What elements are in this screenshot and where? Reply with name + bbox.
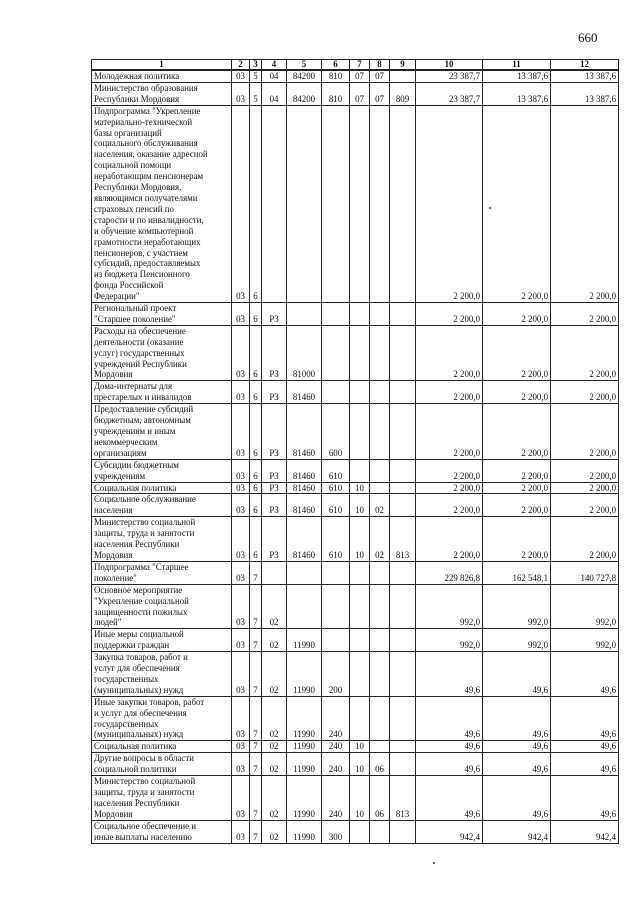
code-cell-4: Р3 xyxy=(262,325,287,381)
code-cell-5: 11990 xyxy=(287,753,322,776)
code-cell-2: 03 xyxy=(232,741,250,753)
code-cell-3: 7 xyxy=(250,629,262,652)
code-cell-11: 49,6 xyxy=(483,696,551,741)
code-cell-4: 02 xyxy=(262,584,287,629)
code-cell-11: 2 200,0 xyxy=(483,303,551,326)
code-cell-8 xyxy=(370,325,390,381)
code-cell-8 xyxy=(370,652,390,697)
table-row xyxy=(92,325,619,381)
code-cell-8: 02 xyxy=(370,494,390,517)
code-cell-11: 2 200,0 xyxy=(483,482,551,494)
code-cell-11: 992,0 xyxy=(483,584,551,629)
code-cell-10: 2 200,0 xyxy=(416,325,483,381)
code-cell-2: 03 xyxy=(232,325,250,381)
code-cell-10: 992,0 xyxy=(416,629,483,652)
code-cell-8 xyxy=(370,482,390,494)
code-cell-5 xyxy=(287,584,322,629)
code-cell-8 xyxy=(370,105,390,302)
code-cell-2: 03 xyxy=(232,404,250,460)
code-cell-12: 2 200,0 xyxy=(551,105,619,302)
code-cell-11: 49,6 xyxy=(483,652,551,697)
code-cell-10: 49,6 xyxy=(416,753,483,776)
code-cell-10: 992,0 xyxy=(416,584,483,629)
code-cell-3: 7 xyxy=(250,561,262,584)
code-cell-5: 81460 xyxy=(287,404,322,460)
code-cell-8 xyxy=(370,381,390,404)
col-header: 1 xyxy=(92,60,232,71)
code-cell-10: 23 387,7 xyxy=(416,82,483,105)
code-cell-9 xyxy=(390,482,416,494)
code-cell-9 xyxy=(390,584,416,629)
code-cell-11: 49,6 xyxy=(483,753,551,776)
table-row xyxy=(92,303,619,326)
code-cell-9 xyxy=(390,70,416,82)
row-name-cell: Расходы на обеспечение деятельности (оказание услуг) государственных учреждений Республики Мордовия xyxy=(92,325,232,381)
row-name-cell: Региональный проект "Старшее поколение" xyxy=(92,303,232,326)
code-cell-4: Р3 xyxy=(262,303,287,326)
code-cell-7: 10 xyxy=(350,482,370,494)
code-cell-10: 2 200,0 xyxy=(416,517,483,562)
page-number: 660 xyxy=(578,30,598,45)
code-cell-10: 49,6 xyxy=(416,741,483,753)
table-row xyxy=(92,494,619,517)
table-row xyxy=(92,105,619,302)
code-cell-11: 162 548,1 xyxy=(483,561,551,584)
code-cell-2: 03 xyxy=(232,820,250,843)
code-cell-3: 7 xyxy=(250,776,262,821)
code-cell-4: 02 xyxy=(262,629,287,652)
code-cell-7: 10 xyxy=(350,741,370,753)
code-cell-12: 2 200,0 xyxy=(551,404,619,460)
scan-dot xyxy=(433,862,435,864)
code-cell-7 xyxy=(350,404,370,460)
row-name-cell: Иные меры социальной поддержки граждан xyxy=(92,629,232,652)
col-header: 6 xyxy=(322,60,350,71)
col-header: 12 xyxy=(551,60,619,71)
code-cell-6: 300 xyxy=(322,820,350,843)
col-header: 9 xyxy=(390,60,416,71)
table-row xyxy=(92,381,619,404)
code-cell-2: 03 xyxy=(232,459,250,482)
code-cell-9 xyxy=(390,629,416,652)
code-cell-12: 942,4 xyxy=(551,820,619,843)
code-cell-12: 13 387,6 xyxy=(551,70,619,82)
code-cell-7 xyxy=(350,459,370,482)
code-cell-3: 7 xyxy=(250,696,262,741)
code-cell-3: 6 xyxy=(250,381,262,404)
header-row xyxy=(92,60,619,71)
col-header: 5 xyxy=(287,60,322,71)
table-row xyxy=(92,70,619,82)
code-cell-8: 07 xyxy=(370,82,390,105)
code-cell-12: 2 200,0 xyxy=(551,482,619,494)
col-header: 2 xyxy=(232,60,250,71)
table-row xyxy=(92,459,619,482)
code-cell-11: 13 387,6 xyxy=(483,82,551,105)
code-cell-3: 7 xyxy=(250,652,262,697)
row-name-cell: Подпрограмма "Старшее поколение" xyxy=(92,561,232,584)
code-cell-7 xyxy=(350,820,370,843)
code-cell-2: 03 xyxy=(232,381,250,404)
code-cell-2: 03 xyxy=(232,82,250,105)
code-cell-4: Р3 xyxy=(262,517,287,562)
code-cell-2: 03 xyxy=(232,584,250,629)
code-cell-7: 10 xyxy=(350,753,370,776)
table-row xyxy=(92,82,619,105)
code-cell-10: 23 387,7 xyxy=(416,70,483,82)
code-cell-9 xyxy=(390,381,416,404)
code-cell-8 xyxy=(370,561,390,584)
code-cell-7 xyxy=(350,584,370,629)
code-cell-8 xyxy=(370,303,390,326)
code-cell-3: 6 xyxy=(250,325,262,381)
code-cell-6: 810 xyxy=(322,70,350,82)
code-cell-9 xyxy=(390,325,416,381)
code-cell-5: 11990 xyxy=(287,629,322,652)
code-cell-3: 6 xyxy=(250,517,262,562)
row-name-cell: Другие вопросы в области социальной политики xyxy=(92,753,232,776)
code-cell-9 xyxy=(390,303,416,326)
code-cell-7: 10 xyxy=(350,517,370,562)
row-name-cell: Дома-интернаты для престарелых и инвалидов xyxy=(92,381,232,404)
row-name-cell: Министерство образования Республики Мордовия xyxy=(92,82,232,105)
code-cell-12: 140 727,8 xyxy=(551,561,619,584)
row-name-cell: Иные закупки товаров, работ и услуг для обеспечения государственных (муниципальных) нужд xyxy=(92,696,232,741)
code-cell-4: Р3 xyxy=(262,482,287,494)
row-name-cell: Социальная политика xyxy=(92,482,232,494)
code-cell-7 xyxy=(350,652,370,697)
code-cell-7 xyxy=(350,696,370,741)
code-cell-3: 6 xyxy=(250,482,262,494)
code-cell-11: 2 200,0 xyxy=(483,494,551,517)
code-cell-6: 240 xyxy=(322,776,350,821)
code-cell-5: 81460 xyxy=(287,517,322,562)
row-name-cell: Основное мероприятие "Укрепление социальной защищенности пожилых людей" xyxy=(92,584,232,629)
code-cell-7: 10 xyxy=(350,776,370,821)
code-cell-6: 610 xyxy=(322,494,350,517)
col-header: 7 xyxy=(350,60,370,71)
code-cell-8: 06 xyxy=(370,776,390,821)
code-cell-11: 2 200,0 xyxy=(483,325,551,381)
code-cell-12: 2 200,0 xyxy=(551,381,619,404)
code-cell-10: 942,4 xyxy=(416,820,483,843)
code-cell-6 xyxy=(322,629,350,652)
row-name-cell: Молодежная политика xyxy=(92,70,232,82)
code-cell-2: 03 xyxy=(232,70,250,82)
code-cell-10: 49,6 xyxy=(416,652,483,697)
row-name-cell: Министерство социальной защиты, труда и занятости населения Республики Мордовия xyxy=(92,776,232,821)
code-cell-2: 03 xyxy=(232,517,250,562)
col-header: 11 xyxy=(483,60,551,71)
code-cell-2: 03 xyxy=(232,494,250,517)
table-row xyxy=(92,584,619,629)
code-cell-6 xyxy=(322,303,350,326)
code-cell-12: 13 387,6 xyxy=(551,82,619,105)
code-cell-5: 81000 xyxy=(287,325,322,381)
code-cell-4: 04 xyxy=(262,70,287,82)
code-cell-7 xyxy=(350,629,370,652)
code-cell-7 xyxy=(350,381,370,404)
code-cell-5: 81460 xyxy=(287,381,322,404)
code-cell-5: 11990 xyxy=(287,820,322,843)
code-cell-5: 81460 xyxy=(287,459,322,482)
scan-dot xyxy=(489,207,491,209)
budget-table xyxy=(91,59,619,844)
table-row xyxy=(92,652,619,697)
code-cell-4: 02 xyxy=(262,820,287,843)
code-cell-5 xyxy=(287,561,322,584)
code-cell-5: 11990 xyxy=(287,776,322,821)
code-cell-5 xyxy=(287,303,322,326)
code-cell-10: 229 826,8 xyxy=(416,561,483,584)
code-cell-4: 02 xyxy=(262,753,287,776)
code-cell-9: 813 xyxy=(390,517,416,562)
code-cell-6: 810 xyxy=(322,82,350,105)
code-cell-10: 2 200,0 xyxy=(416,494,483,517)
code-cell-9 xyxy=(390,404,416,460)
code-cell-8: 06 xyxy=(370,753,390,776)
code-cell-5: 84200 xyxy=(287,82,322,105)
code-cell-12: 49,6 xyxy=(551,753,619,776)
code-cell-4: Р3 xyxy=(262,459,287,482)
code-cell-5: 81460 xyxy=(287,482,322,494)
code-cell-10: 2 200,0 xyxy=(416,303,483,326)
code-cell-9: 809 xyxy=(390,82,416,105)
code-cell-8 xyxy=(370,741,390,753)
code-cell-3: 5 xyxy=(250,70,262,82)
code-cell-9 xyxy=(390,459,416,482)
table-row xyxy=(92,482,619,494)
code-cell-3: 7 xyxy=(250,753,262,776)
code-cell-12: 49,6 xyxy=(551,696,619,741)
code-cell-7: 07 xyxy=(350,82,370,105)
code-cell-9 xyxy=(390,561,416,584)
code-cell-4: 02 xyxy=(262,652,287,697)
code-cell-3: 6 xyxy=(250,404,262,460)
code-cell-11: 992,0 xyxy=(483,629,551,652)
code-cell-6 xyxy=(322,105,350,302)
code-cell-7 xyxy=(350,105,370,302)
row-name-cell: Министерство социальной защиты, труда и занятости населения Республики Мордовия xyxy=(92,517,232,562)
code-cell-10: 49,6 xyxy=(416,776,483,821)
code-cell-5: 11990 xyxy=(287,696,322,741)
table-row xyxy=(92,741,619,753)
code-cell-12: 2 200,0 xyxy=(551,459,619,482)
code-cell-12: 992,0 xyxy=(551,584,619,629)
row-name-cell: Социальное обеспечение и иные выплаты населению xyxy=(92,820,232,843)
code-cell-4: 02 xyxy=(262,776,287,821)
code-cell-2: 03 xyxy=(232,652,250,697)
table-row xyxy=(92,820,619,843)
code-cell-3: 6 xyxy=(250,105,262,302)
code-cell-3: 5 xyxy=(250,82,262,105)
code-cell-9 xyxy=(390,820,416,843)
table-row xyxy=(92,629,619,652)
code-cell-6: 600 xyxy=(322,404,350,460)
code-cell-7: 10 xyxy=(350,494,370,517)
code-cell-9 xyxy=(390,753,416,776)
code-cell-8: 02 xyxy=(370,517,390,562)
code-cell-6 xyxy=(322,325,350,381)
code-cell-3: 6 xyxy=(250,494,262,517)
code-cell-9 xyxy=(390,105,416,302)
code-cell-11: 49,6 xyxy=(483,776,551,821)
code-cell-9 xyxy=(390,696,416,741)
code-cell-8 xyxy=(370,584,390,629)
code-cell-10: 2 200,0 xyxy=(416,482,483,494)
code-cell-10: 2 200,0 xyxy=(416,404,483,460)
table-row xyxy=(92,776,619,821)
code-cell-11: 2 200,0 xyxy=(483,105,551,302)
code-cell-11: 13 387,6 xyxy=(483,70,551,82)
code-cell-12: 49,6 xyxy=(551,776,619,821)
code-cell-2: 03 xyxy=(232,629,250,652)
code-cell-7 xyxy=(350,303,370,326)
code-cell-6 xyxy=(322,561,350,584)
code-cell-2: 03 xyxy=(232,561,250,584)
code-cell-6: 240 xyxy=(322,741,350,753)
code-cell-9 xyxy=(390,741,416,753)
code-cell-8 xyxy=(370,820,390,843)
code-cell-9 xyxy=(390,494,416,517)
code-cell-2: 03 xyxy=(232,696,250,741)
code-cell-9: 813 xyxy=(390,776,416,821)
code-cell-5: 11990 xyxy=(287,652,322,697)
code-cell-8 xyxy=(370,696,390,741)
code-cell-10: 2 200,0 xyxy=(416,105,483,302)
code-cell-11: 2 200,0 xyxy=(483,517,551,562)
row-name-cell: Закупка товаров, работ и услуг для обеспечения государственных (муниципальных) нужд xyxy=(92,652,232,697)
code-cell-4: 02 xyxy=(262,696,287,741)
code-cell-6: 610 xyxy=(322,517,350,562)
code-cell-6: 610 xyxy=(322,482,350,494)
col-header: 4 xyxy=(262,60,287,71)
code-cell-7: 07 xyxy=(350,70,370,82)
code-cell-8 xyxy=(370,459,390,482)
code-cell-11: 49,6 xyxy=(483,741,551,753)
code-cell-6: 240 xyxy=(322,753,350,776)
code-cell-3: 7 xyxy=(250,820,262,843)
code-cell-6: 610 xyxy=(322,459,350,482)
col-header: 10 xyxy=(416,60,483,71)
code-cell-12: 2 200,0 xyxy=(551,325,619,381)
code-cell-5: 84200 xyxy=(287,70,322,82)
code-cell-12: 49,6 xyxy=(551,652,619,697)
code-cell-8 xyxy=(370,404,390,460)
code-cell-4: 04 xyxy=(262,82,287,105)
code-cell-7 xyxy=(350,561,370,584)
code-cell-11: 2 200,0 xyxy=(483,404,551,460)
code-cell-4 xyxy=(262,561,287,584)
code-cell-2: 03 xyxy=(232,776,250,821)
code-cell-6: 240 xyxy=(322,696,350,741)
code-cell-7 xyxy=(350,325,370,381)
code-cell-10: 2 200,0 xyxy=(416,459,483,482)
code-cell-8 xyxy=(370,629,390,652)
col-header: 8 xyxy=(370,60,390,71)
code-cell-2: 03 xyxy=(232,105,250,302)
code-cell-8: 07 xyxy=(370,70,390,82)
code-cell-2: 03 xyxy=(232,482,250,494)
row-name-cell: Социальное обслуживание населения xyxy=(92,494,232,517)
code-cell-6 xyxy=(322,381,350,404)
code-cell-5 xyxy=(287,105,322,302)
code-cell-4 xyxy=(262,105,287,302)
code-cell-4: Р3 xyxy=(262,494,287,517)
code-cell-11: 2 200,0 xyxy=(483,459,551,482)
code-cell-12: 49,6 xyxy=(551,741,619,753)
table-row xyxy=(92,404,619,460)
code-cell-11: 2 200,0 xyxy=(483,381,551,404)
table-row xyxy=(92,696,619,741)
code-cell-9 xyxy=(390,652,416,697)
code-cell-6 xyxy=(322,584,350,629)
code-cell-4: 02 xyxy=(262,741,287,753)
code-cell-2: 03 xyxy=(232,753,250,776)
code-cell-2: 03 xyxy=(232,303,250,326)
row-name-cell: Субсидии бюджетным учреждениям xyxy=(92,459,232,482)
code-cell-3: 7 xyxy=(250,741,262,753)
code-cell-12: 992,0 xyxy=(551,629,619,652)
code-cell-12: 2 200,0 xyxy=(551,517,619,562)
row-name-cell: Социальная политика xyxy=(92,741,232,753)
code-cell-12: 2 200,0 xyxy=(551,303,619,326)
table-row xyxy=(92,561,619,584)
code-cell-4: Р3 xyxy=(262,404,287,460)
code-cell-5: 11990 xyxy=(287,741,322,753)
row-name-cell: Подпрограмма "Укрепление материально-технической базы организаций социального обслуживания населения, оказание адресной социальной помощи неработающим пенсионерам Республики Мордовия, являющимся получателями страховых пенсий по старости и по инвалидности, и обучение компьютерной грамотности неработающих пенсионеров, с участием субсидий, предоставляемых из бюджета Пенсионного фонда Российской Федерации" xyxy=(92,105,232,302)
row-name-cell: Предоставление субсидий бюджетным, автономным учреждениям и иным некоммерческим организациям xyxy=(92,404,232,460)
code-cell-6: 200 xyxy=(322,652,350,697)
code-cell-11: 942,4 xyxy=(483,820,551,843)
table-row xyxy=(92,753,619,776)
code-cell-3: 6 xyxy=(250,303,262,326)
table-row xyxy=(92,517,619,562)
code-cell-5: 81460 xyxy=(287,494,322,517)
code-cell-4: Р3 xyxy=(262,381,287,404)
code-cell-3: 7 xyxy=(250,584,262,629)
code-cell-3: 6 xyxy=(250,459,262,482)
code-cell-10: 49,6 xyxy=(416,696,483,741)
col-header: 3 xyxy=(250,60,262,71)
code-cell-12: 2 200,0 xyxy=(551,494,619,517)
code-cell-10: 2 200,0 xyxy=(416,381,483,404)
